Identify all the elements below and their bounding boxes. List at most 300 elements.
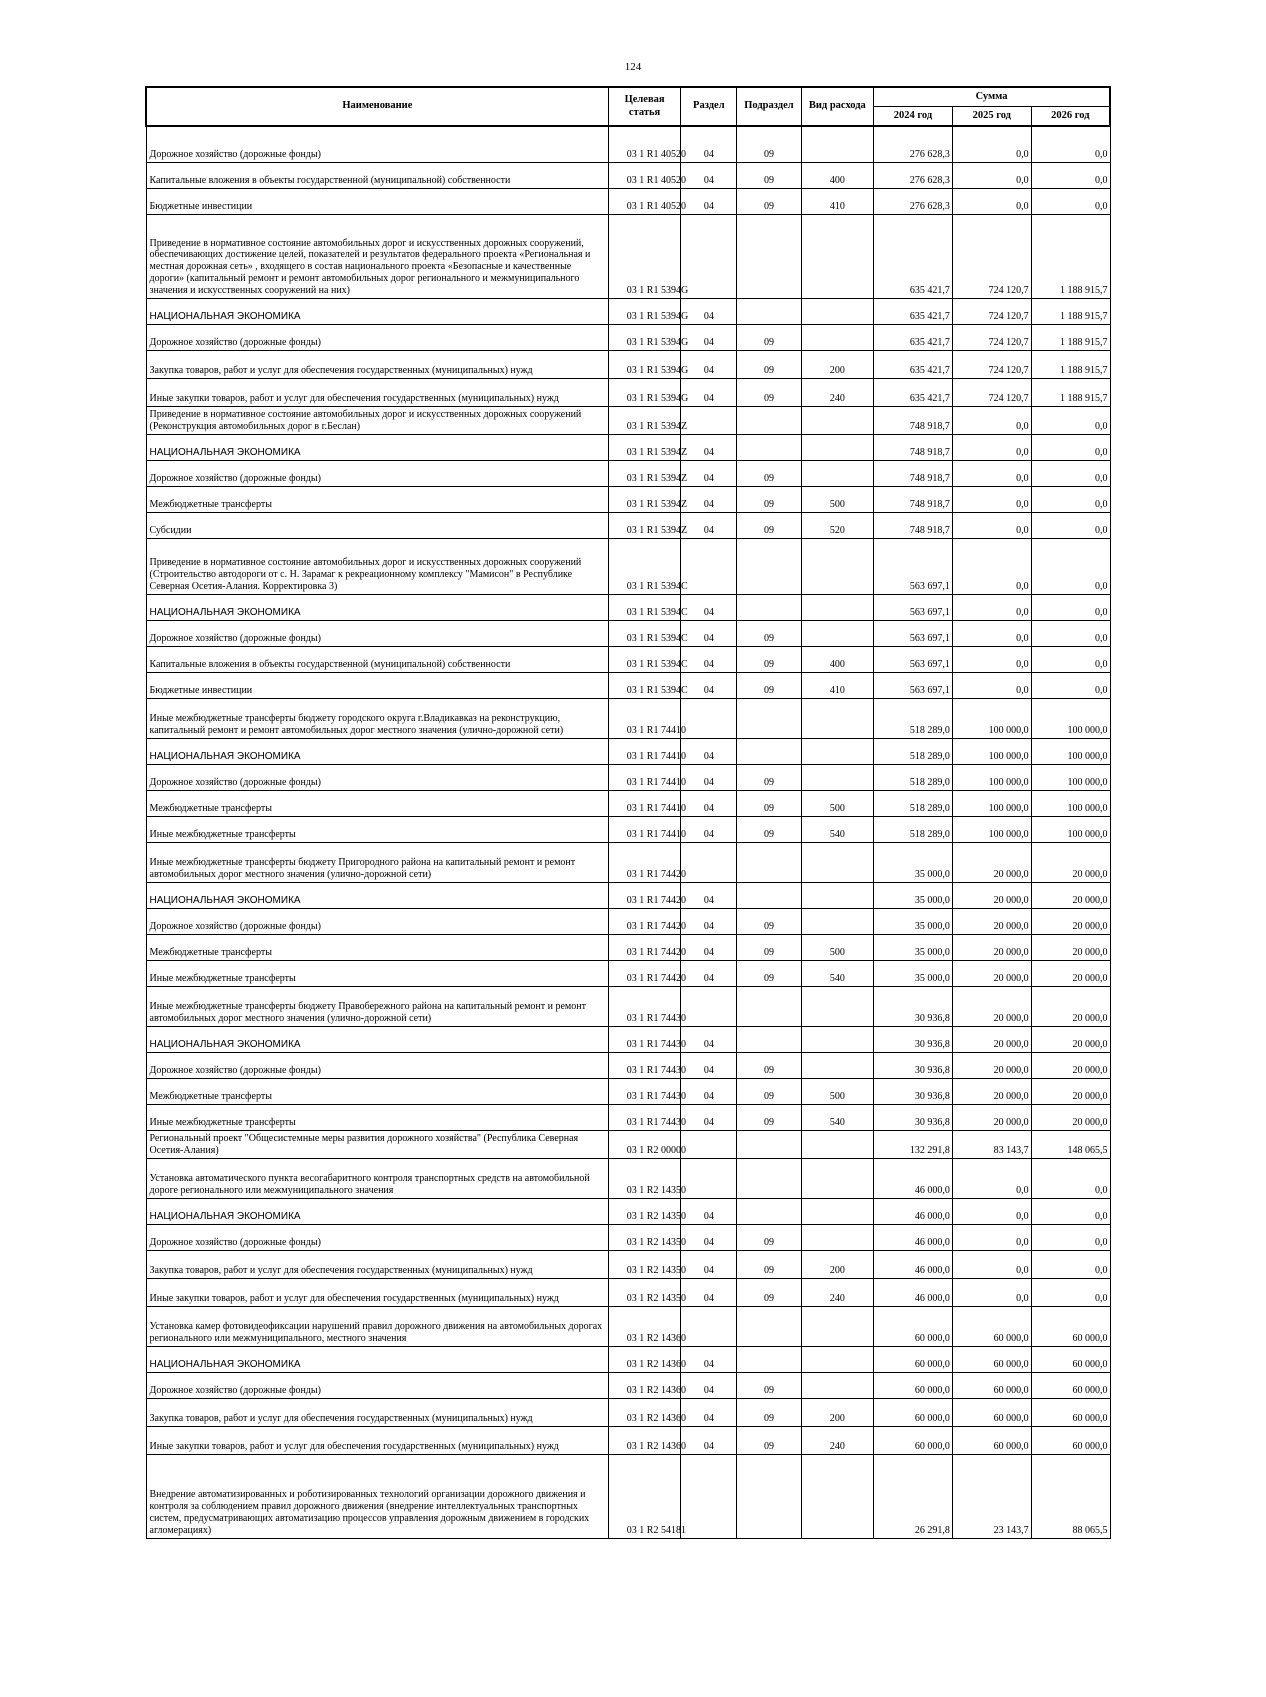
row-name: Региональный проект "Общесистемные меры развития дорожного хозяйства" (Республика Северная Осетия-Алания) <box>146 1130 608 1158</box>
row-sum-2024: 748 918,7 <box>874 406 953 434</box>
row-code: 03 1 R1 74430 <box>608 986 681 1026</box>
row-subsection: 09 <box>737 460 801 486</box>
table-row <box>146 486 1110 512</box>
row-code: 03 1 R1 74430 <box>608 1104 681 1130</box>
row-name: НАЦИОНАЛЬНАЯ ЭКОНОМИКА <box>146 882 608 908</box>
row-section: 04 <box>681 350 737 378</box>
table-header <box>146 87 1110 126</box>
row-sum-2025: 0,0 <box>952 1224 1031 1250</box>
row-sum-2024: 46 000,0 <box>874 1278 953 1306</box>
row-sum-2024: 635 421,7 <box>874 350 953 378</box>
row-name: Иные закупки товаров, работ и услуг для обеспечения государственных (муниципальных) нужд <box>146 1278 608 1306</box>
row-sum-2024: 563 697,1 <box>874 646 953 672</box>
row-code: 03 1 R2 54181 <box>608 1454 681 1538</box>
row-sum-2024: 26 291,8 <box>874 1454 953 1538</box>
row-sum-2024: 30 936,8 <box>874 1078 953 1104</box>
row-sum-2024: 30 936,8 <box>874 1052 953 1078</box>
row-sum-2025: 100 000,0 <box>952 816 1031 842</box>
header-subsection: Подраздел <box>737 87 801 126</box>
row-code: 03 1 R1 74420 <box>608 960 681 986</box>
row-sum-2025: 20 000,0 <box>952 1026 1031 1052</box>
row-name: Дорожное хозяйство (дорожные фонды) <box>146 460 608 486</box>
table-row <box>146 1454 1110 1538</box>
row-expense-type: 520 <box>801 512 874 538</box>
row-sum-2025: 60 000,0 <box>952 1372 1031 1398</box>
row-sum-2026: 60 000,0 <box>1031 1398 1110 1426</box>
row-sum-2024: 46 000,0 <box>874 1250 953 1278</box>
row-section: 04 <box>681 460 737 486</box>
row-sum-2026: 0,0 <box>1031 646 1110 672</box>
row-sum-2024: 35 000,0 <box>874 882 953 908</box>
row-section <box>681 1130 737 1158</box>
row-subsection: 09 <box>737 646 801 672</box>
table-row <box>146 882 1110 908</box>
row-name: Иные межбюджетные трансферты <box>146 816 608 842</box>
row-expense-type <box>801 1454 874 1538</box>
row-code: 03 1 R1 74410 <box>608 816 681 842</box>
row-subsection: 09 <box>737 934 801 960</box>
row-expense-type: 240 <box>801 1426 874 1454</box>
row-name: Дорожное хозяйство (дорожные фонды) <box>146 1052 608 1078</box>
row-subsection <box>737 1454 801 1538</box>
header-year-2024: 2024 год <box>874 107 953 127</box>
row-sum-2026: 1 188 915,7 <box>1031 298 1110 324</box>
page-number: 124 <box>624 61 642 73</box>
row-name: НАЦИОНАЛЬНАЯ ЭКОНОМИКА <box>146 1198 608 1224</box>
row-sum-2024: 35 000,0 <box>874 934 953 960</box>
table-row <box>146 538 1110 594</box>
row-code: 03 1 R1 74410 <box>608 764 681 790</box>
table-row <box>146 646 1110 672</box>
row-sum-2024: 518 289,0 <box>874 816 953 842</box>
row-expense-type <box>801 1306 874 1346</box>
row-sum-2025: 20 000,0 <box>952 882 1031 908</box>
row-sum-2025: 60 000,0 <box>952 1306 1031 1346</box>
row-expense-type: 500 <box>801 486 874 512</box>
table-row <box>146 188 1110 214</box>
header-section: Раздел <box>681 87 737 126</box>
row-sum-2025: 0,0 <box>952 1250 1031 1278</box>
row-sum-2024: 563 697,1 <box>874 594 953 620</box>
row-subsection: 09 <box>737 620 801 646</box>
row-sum-2024: 60 000,0 <box>874 1398 953 1426</box>
row-code: 03 1 R1 5394Z <box>608 460 681 486</box>
row-subsection: 09 <box>737 1104 801 1130</box>
row-sum-2024: 46 000,0 <box>874 1198 953 1224</box>
row-sum-2024: 563 697,1 <box>874 672 953 698</box>
table-row <box>146 790 1110 816</box>
row-sum-2024: 276 628,3 <box>874 162 953 188</box>
table-row <box>146 1224 1110 1250</box>
row-expense-type: 410 <box>801 188 874 214</box>
row-sum-2024: 35 000,0 <box>874 908 953 934</box>
row-code: 03 1 R1 5394Z <box>608 512 681 538</box>
row-expense-type <box>801 298 874 324</box>
row-sum-2025: 0,0 <box>952 1158 1031 1198</box>
row-name: Иные закупки товаров, работ и услуг для обеспечения государственных (муниципальных) нужд <box>146 1426 608 1454</box>
row-sum-2024: 518 289,0 <box>874 764 953 790</box>
row-sum-2024: 635 421,7 <box>874 378 953 406</box>
row-subsection: 09 <box>737 324 801 350</box>
row-code: 03 1 R1 74420 <box>608 842 681 882</box>
row-subsection <box>737 406 801 434</box>
row-section <box>681 1306 737 1346</box>
header-year-2025: 2025 год <box>952 107 1031 127</box>
table-row <box>146 960 1110 986</box>
row-expense-type <box>801 324 874 350</box>
row-sum-2026: 0,0 <box>1031 1224 1110 1250</box>
row-subsection <box>737 1158 801 1198</box>
row-subsection: 09 <box>737 188 801 214</box>
row-subsection <box>737 594 801 620</box>
table-row <box>146 1372 1110 1398</box>
table-row <box>146 214 1110 298</box>
header-sum: Сумма <box>874 87 1110 107</box>
table-row <box>146 512 1110 538</box>
row-name: Иные межбюджетные трансферты <box>146 960 608 986</box>
header-expense-type: Вид расхода <box>801 87 874 126</box>
row-subsection <box>737 986 801 1026</box>
row-name: Иные межбюджетные трансферты бюджету Правобережного района на капитальный ремонт и ремонт автомобильных дорог местного значения (улично-дорожной сети) <box>146 986 608 1026</box>
table-row <box>146 934 1110 960</box>
row-sum-2026: 0,0 <box>1031 1198 1110 1224</box>
row-sum-2025: 0,0 <box>952 162 1031 188</box>
row-sum-2024: 563 697,1 <box>874 620 953 646</box>
row-sum-2024: 60 000,0 <box>874 1372 953 1398</box>
row-subsection: 09 <box>737 1224 801 1250</box>
table-row <box>146 434 1110 460</box>
row-sum-2026: 0,0 <box>1031 594 1110 620</box>
row-expense-type <box>801 214 874 298</box>
row-sum-2025: 100 000,0 <box>952 790 1031 816</box>
row-code: 03 1 R1 5394G <box>608 378 681 406</box>
row-sum-2026: 20 000,0 <box>1031 1052 1110 1078</box>
row-sum-2026: 0,0 <box>1031 1158 1110 1198</box>
row-name: НАЦИОНАЛЬНАЯ ЭКОНОМИКА <box>146 434 608 460</box>
row-code: 03 1 R1 5394Z <box>608 406 681 434</box>
row-subsection: 09 <box>737 960 801 986</box>
row-sum-2025: 0,0 <box>952 594 1031 620</box>
row-subsection <box>737 1306 801 1346</box>
table-row <box>146 1130 1110 1158</box>
row-expense-type <box>801 1198 874 1224</box>
row-sum-2025: 83 143,7 <box>952 1130 1031 1158</box>
row-name: Дорожное хозяйство (дорожные фонды) <box>146 1372 608 1398</box>
row-sum-2025: 100 000,0 <box>952 764 1031 790</box>
row-sum-2026: 100 000,0 <box>1031 816 1110 842</box>
row-section <box>681 842 737 882</box>
row-sum-2026: 0,0 <box>1031 162 1110 188</box>
row-section: 04 <box>681 298 737 324</box>
row-section <box>681 986 737 1026</box>
row-code: 03 1 R1 5394C <box>608 594 681 620</box>
row-sum-2026: 100 000,0 <box>1031 698 1110 738</box>
row-subsection: 09 <box>737 1426 801 1454</box>
row-subsection <box>737 698 801 738</box>
row-section: 04 <box>681 1346 737 1372</box>
table-row <box>146 672 1110 698</box>
table-row <box>146 698 1110 738</box>
row-sum-2026: 0,0 <box>1031 486 1110 512</box>
row-expense-type <box>801 1372 874 1398</box>
table-row <box>146 986 1110 1026</box>
row-expense-type <box>801 1346 874 1372</box>
row-sum-2025: 0,0 <box>952 646 1031 672</box>
row-sum-2025: 20 000,0 <box>952 1078 1031 1104</box>
table-row <box>146 908 1110 934</box>
row-sum-2024: 60 000,0 <box>874 1426 953 1454</box>
row-code: 03 1 R1 74410 <box>608 790 681 816</box>
row-subsection: 09 <box>737 1372 801 1398</box>
row-subsection <box>737 434 801 460</box>
row-sum-2025: 0,0 <box>952 486 1031 512</box>
row-code: 03 1 R1 5394C <box>608 646 681 672</box>
row-code: 03 1 R1 74420 <box>608 882 681 908</box>
table-row <box>146 842 1110 882</box>
row-section: 04 <box>681 126 737 162</box>
row-sum-2026: 0,0 <box>1031 620 1110 646</box>
row-subsection <box>737 538 801 594</box>
row-name: Иные закупки товаров, работ и услуг для обеспечения государственных (муниципальных) нужд <box>146 378 608 406</box>
row-sum-2026: 0,0 <box>1031 512 1110 538</box>
row-sum-2025: 724 120,7 <box>952 350 1031 378</box>
table-row <box>146 816 1110 842</box>
row-sum-2025: 60 000,0 <box>952 1426 1031 1454</box>
row-sum-2025: 0,0 <box>952 126 1031 162</box>
row-sum-2026: 20 000,0 <box>1031 882 1110 908</box>
row-name: Приведение в нормативное состояние автомобильных дорог и искусственных дорожных сооружений, обеспечивающих достижение целей, показателей и результатов федерального проекта «Региональная и местная дорожная сеть» , входящего в состав национального проекта «Безопасные и качественные дороги» (капитальный ремонт и ремонт автомобильных дорог регионального и межмуниципального значения и искусственных сооружений на них) <box>146 214 608 298</box>
row-sum-2026: 0,0 <box>1031 1278 1110 1306</box>
row-sum-2026: 60 000,0 <box>1031 1372 1110 1398</box>
row-expense-type: 500 <box>801 1078 874 1104</box>
table-row <box>146 1198 1110 1224</box>
row-sum-2024: 132 291,8 <box>874 1130 953 1158</box>
row-subsection: 09 <box>737 486 801 512</box>
header-code: Целевая статья <box>608 87 681 126</box>
row-code: 03 1 R1 5394C <box>608 538 681 594</box>
row-subsection <box>737 842 801 882</box>
row-sum-2025: 23 143,7 <box>952 1454 1031 1538</box>
row-section: 04 <box>681 960 737 986</box>
row-sum-2024: 35 000,0 <box>874 960 953 986</box>
row-expense-type <box>801 986 874 1026</box>
row-name: Дорожное хозяйство (дорожные фонды) <box>146 126 608 162</box>
row-code: 03 1 R2 14350 <box>608 1278 681 1306</box>
row-code: 03 1 R2 14350 <box>608 1158 681 1198</box>
row-expense-type <box>801 406 874 434</box>
row-section: 04 <box>681 1026 737 1052</box>
row-expense-type <box>801 882 874 908</box>
row-subsection <box>737 214 801 298</box>
row-name: Бюджетные инвестиции <box>146 188 608 214</box>
row-section: 04 <box>681 882 737 908</box>
row-sum-2025: 0,0 <box>952 512 1031 538</box>
row-expense-type <box>801 620 874 646</box>
row-expense-type: 500 <box>801 790 874 816</box>
row-code: 03 1 R2 14360 <box>608 1398 681 1426</box>
row-expense-type <box>801 1130 874 1158</box>
row-section: 04 <box>681 1052 737 1078</box>
row-section: 04 <box>681 934 737 960</box>
row-subsection: 09 <box>737 672 801 698</box>
row-sum-2024: 60 000,0 <box>874 1306 953 1346</box>
row-name: Дорожное хозяйство (дорожные фонды) <box>146 1224 608 1250</box>
row-sum-2024: 635 421,7 <box>874 324 953 350</box>
row-name: НАЦИОНАЛЬНАЯ ЭКОНОМИКА <box>146 594 608 620</box>
row-expense-type <box>801 126 874 162</box>
row-section: 04 <box>681 594 737 620</box>
row-sum-2024: 46 000,0 <box>874 1224 953 1250</box>
table-row <box>146 162 1110 188</box>
table-row <box>146 764 1110 790</box>
row-code: 03 1 R1 74420 <box>608 908 681 934</box>
row-subsection: 09 <box>737 764 801 790</box>
row-sum-2026: 20 000,0 <box>1031 1078 1110 1104</box>
row-expense-type: 540 <box>801 816 874 842</box>
row-section: 04 <box>681 188 737 214</box>
row-expense-type <box>801 1026 874 1052</box>
row-sum-2025: 724 120,7 <box>952 378 1031 406</box>
row-name: Межбюджетные трансферты <box>146 1078 608 1104</box>
row-section: 04 <box>681 764 737 790</box>
row-name: Внедрение автоматизированных и роботизированных технологий организации дорожного движения и контроля за соблюдением правил дорожного движения (внедрение интеллектуальных транспортных систем, предусматривающих автоматизацию процессов управления дорожным движением в городских агломерациях) <box>146 1454 608 1538</box>
header-year-2026: 2026 год <box>1031 107 1110 127</box>
row-sum-2025: 724 120,7 <box>952 298 1031 324</box>
row-section: 04 <box>681 324 737 350</box>
row-code: 03 1 R1 74430 <box>608 1052 681 1078</box>
row-sum-2026: 20 000,0 <box>1031 1104 1110 1130</box>
row-section: 04 <box>681 512 737 538</box>
row-subsection <box>737 1130 801 1158</box>
row-expense-type: 400 <box>801 646 874 672</box>
row-sum-2024: 276 628,3 <box>874 126 953 162</box>
table-row <box>146 406 1110 434</box>
row-name: Межбюджетные трансферты <box>146 934 608 960</box>
row-code: 03 1 R2 00000 <box>608 1130 681 1158</box>
row-section: 04 <box>681 1104 737 1130</box>
row-sum-2024: 518 289,0 <box>874 790 953 816</box>
row-name: Межбюджетные трансферты <box>146 790 608 816</box>
row-expense-type <box>801 842 874 882</box>
row-sum-2026: 1 188 915,7 <box>1031 324 1110 350</box>
row-expense-type: 200 <box>801 350 874 378</box>
table-row <box>146 1158 1110 1198</box>
row-sum-2025: 60 000,0 <box>952 1346 1031 1372</box>
row-expense-type: 400 <box>801 162 874 188</box>
row-subsection: 09 <box>737 512 801 538</box>
row-expense-type: 240 <box>801 1278 874 1306</box>
row-name: НАЦИОНАЛЬНАЯ ЭКОНОМИКА <box>146 298 608 324</box>
row-name: Дорожное хозяйство (дорожные фонды) <box>146 324 608 350</box>
table-row <box>146 378 1110 406</box>
row-subsection <box>737 298 801 324</box>
row-sum-2026: 148 065,5 <box>1031 1130 1110 1158</box>
row-expense-type <box>801 460 874 486</box>
row-subsection: 09 <box>737 1250 801 1278</box>
row-sum-2026: 20 000,0 <box>1031 908 1110 934</box>
row-sum-2025: 724 120,7 <box>952 214 1031 298</box>
row-subsection: 09 <box>737 378 801 406</box>
row-code: 03 1 R1 5394G <box>608 350 681 378</box>
row-sum-2026: 1 188 915,7 <box>1031 378 1110 406</box>
row-name: Капитальные вложения в объекты государственной (муниципальной) собственности <box>146 162 608 188</box>
row-sum-2026: 100 000,0 <box>1031 738 1110 764</box>
table-row <box>146 1026 1110 1052</box>
row-sum-2025: 20 000,0 <box>952 842 1031 882</box>
row-expense-type <box>801 1224 874 1250</box>
row-code: 03 1 R1 40520 <box>608 126 681 162</box>
row-code: 03 1 R1 74420 <box>608 934 681 960</box>
row-section: 04 <box>681 1078 737 1104</box>
row-subsection <box>737 1026 801 1052</box>
row-code: 03 1 R2 14360 <box>608 1426 681 1454</box>
row-expense-type: 540 <box>801 960 874 986</box>
row-sum-2024: 30 936,8 <box>874 1104 953 1130</box>
budget-table <box>145 86 1111 1539</box>
row-sum-2026: 0,0 <box>1031 672 1110 698</box>
row-section: 04 <box>681 738 737 764</box>
row-expense-type <box>801 434 874 460</box>
row-sum-2026: 0,0 <box>1031 1250 1110 1278</box>
row-section: 04 <box>681 646 737 672</box>
row-expense-type <box>801 698 874 738</box>
row-section <box>681 1454 737 1538</box>
table-row <box>146 1078 1110 1104</box>
row-sum-2024: 276 628,3 <box>874 188 953 214</box>
row-sum-2024: 60 000,0 <box>874 1346 953 1372</box>
row-section <box>681 698 737 738</box>
table-row <box>146 1306 1110 1346</box>
table-row <box>146 738 1110 764</box>
row-sum-2026: 20 000,0 <box>1031 1026 1110 1052</box>
row-expense-type <box>801 908 874 934</box>
row-sum-2026: 0,0 <box>1031 460 1110 486</box>
row-sum-2026: 0,0 <box>1031 538 1110 594</box>
row-code: 03 1 R1 5394G <box>608 298 681 324</box>
row-expense-type <box>801 738 874 764</box>
row-subsection: 09 <box>737 1278 801 1306</box>
table-row <box>146 460 1110 486</box>
row-subsection <box>737 882 801 908</box>
table-row <box>146 1346 1110 1372</box>
row-expense-type <box>801 1052 874 1078</box>
row-code: 03 1 R1 5394Z <box>608 434 681 460</box>
row-section: 04 <box>681 1224 737 1250</box>
row-section: 04 <box>681 620 737 646</box>
row-sum-2025: 20 000,0 <box>952 934 1031 960</box>
row-name: Приведение в нормативное состояние автомобильных дорог и искусственных дорожных сооружений (Строительство автодороги от с. Н. Зарамаг к рекреационному комплексу "Мамисон" в Республике Северная Осетия-Алания. Корректировка 3) <box>146 538 608 594</box>
row-section <box>681 1158 737 1198</box>
row-sum-2025: 0,0 <box>952 434 1031 460</box>
row-name: Капитальные вложения в объекты государственной (муниципальной) собственности <box>146 646 608 672</box>
row-name: Дорожное хозяйство (дорожные фонды) <box>146 764 608 790</box>
row-name: Иные межбюджетные трансферты <box>146 1104 608 1130</box>
row-section: 04 <box>681 434 737 460</box>
table-row <box>146 1398 1110 1426</box>
row-subsection <box>737 1198 801 1224</box>
row-sum-2024: 30 936,8 <box>874 1026 953 1052</box>
row-code: 03 1 R1 5394Z <box>608 486 681 512</box>
row-sum-2024: 518 289,0 <box>874 698 953 738</box>
row-sum-2024: 35 000,0 <box>874 842 953 882</box>
row-code: 03 1 R2 14350 <box>608 1224 681 1250</box>
row-subsection: 09 <box>737 908 801 934</box>
row-sum-2025: 0,0 <box>952 620 1031 646</box>
row-name: НАЦИОНАЛЬНАЯ ЭКОНОМИКА <box>146 1026 608 1052</box>
row-expense-type <box>801 538 874 594</box>
table-row <box>146 1278 1110 1306</box>
table-row <box>146 1426 1110 1454</box>
